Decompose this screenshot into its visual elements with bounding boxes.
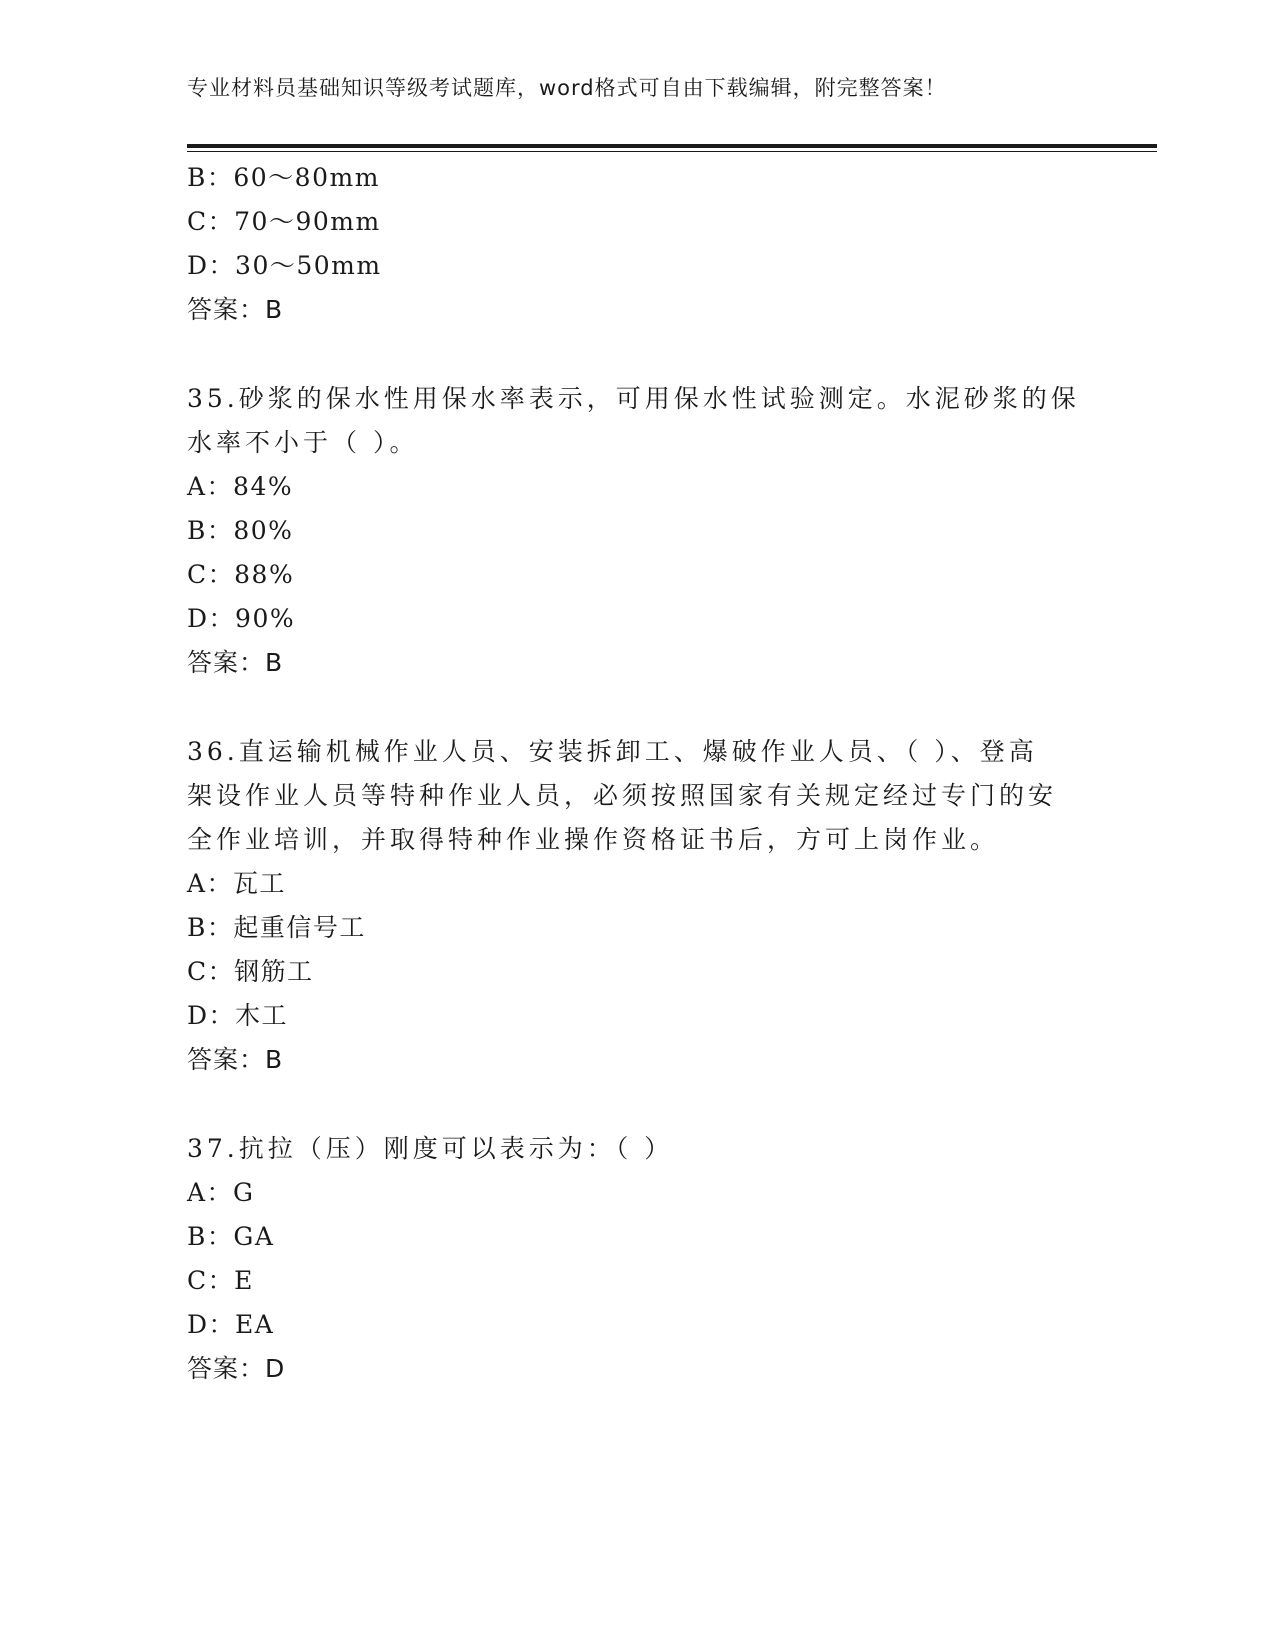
question-36-option-b: B：起重信号工 bbox=[187, 913, 366, 942]
option-b: B：60～80mm bbox=[187, 163, 380, 192]
question-36-text-line-2: 架设作业人员等特种作业人员，必须按照国家有关规定经过专门的安 bbox=[187, 781, 1058, 810]
page-header: 专业材料员基础知识等级考试题库，word格式可自由下载编辑，附完整答案！ bbox=[187, 76, 947, 100]
question-35-option-a: A：84% bbox=[187, 472, 294, 501]
question-36-answer: 答案：B bbox=[187, 1045, 284, 1074]
question-37-option-d: D：EA bbox=[187, 1310, 275, 1339]
question-35-option-b: B：80% bbox=[187, 516, 294, 545]
question-36-text-line-3: 全作业培训，并取得特种作业操作资格证书后，方可上岗作业。 bbox=[187, 825, 1000, 854]
question-35-option-d: D：90% bbox=[187, 604, 296, 633]
question-37-text-line-1: 37.抗拉（压）刚度可以表示为：（ ） bbox=[187, 1134, 674, 1163]
option-c: C：70～90mm bbox=[187, 207, 381, 236]
question-37-option-a: A：G bbox=[187, 1178, 255, 1207]
option-d: D：30～50mm bbox=[187, 251, 382, 280]
header-divider-thin bbox=[187, 151, 1157, 152]
question-37-answer: 答案：D bbox=[187, 1354, 286, 1383]
question-35-text-line-1: 35.砂浆的保水性用保水率表示，可用保水性试验测定。水泥砂浆的保 bbox=[187, 384, 1080, 413]
question-36-option-a: A：瓦工 bbox=[187, 869, 287, 898]
question-37-option-b: B：GA bbox=[187, 1222, 275, 1251]
question-35-option-c: C：88% bbox=[187, 560, 295, 589]
question-36-option-c: C：钢筋工 bbox=[187, 957, 314, 986]
question-36-option-d: D：木工 bbox=[187, 1001, 289, 1030]
question-35-answer: 答案：B bbox=[187, 648, 284, 677]
answer-text: 答案：B bbox=[187, 295, 284, 324]
question-37-option-c: C：E bbox=[187, 1266, 254, 1295]
question-36-text-line-1: 36.直运输机械作业人员、安装拆卸工、爆破作业人员、（ ）、登高 bbox=[187, 737, 1038, 766]
question-35-text-line-2: 水率不小于（ ）。 bbox=[187, 428, 419, 457]
header-divider bbox=[187, 144, 1157, 148]
